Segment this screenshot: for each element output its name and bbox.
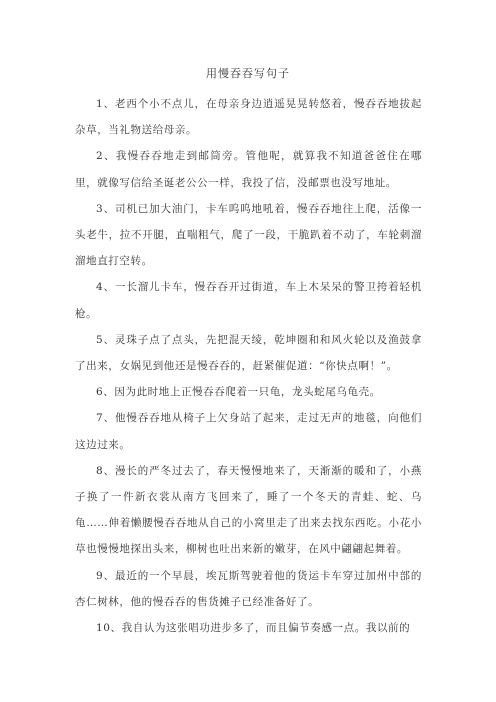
document-body: [75, 91, 422, 641]
paragraph: 5、灵珠子点了点头，先把混天绫，乾坤圈和和风火轮以及渔鼓拿了出来，女娲见到他还是慢吞吞的，赶紧催促道：“你快点啊！”。: [75, 333, 422, 373]
paragraph: 10、我自认为这张唱功进步多了，而且偏节奏感一点。我以前的: [96, 622, 411, 635]
paragraph: 4、一长溜儿卡车，慢吞吞开过街道，车上木呆呆的警卫挎着轻机枪。: [75, 281, 422, 320]
paragraph: 2、我慢吞吞地走到邮筒旁。管他呢，就算我不知道爸爸住在哪里，就像写信给圣诞老公公一样，我投了信，没邮票也没写地址。: [75, 150, 422, 189]
paragraph: 9、最近的一个早晨，埃瓦斯驾驶着他的货运卡车穿过加州中部的杏仁树林，他的慢吞吞的售货摊子已经准备好了。: [75, 569, 422, 608]
paragraph: 6、因为此时地上正慢吞吞爬着一只龟，龙头蛇尾乌龟壳。: [96, 386, 381, 399]
paragraph: 7、他慢吞吞地从椅子上欠身站了起来，走过无声的地毯，向他们这边过来。: [75, 412, 422, 451]
paragraph: 1、老西个小不点儿，在母亲身边逍遥晃晃转悠着，慢吞吞地拔起杂草，当礼物送给母亲。: [75, 98, 422, 137]
document-title: 用慢吞吞写句子: [206, 67, 290, 80]
paragraph: 3、司机已加大油门，卡车呜呜地吼着，慢吞吞地往上爬，活像一头老牛，拉不开腿，直喘粗气，爬了一段，干脆趴着不动了，车轮刺溜溜地直打空转。: [75, 202, 422, 268]
paragraph: 8、漫长的严冬过去了，春天慢慢地来了，天渐渐的暖和了，小燕子换了一件新衣裳从南方飞回来了，睡了一个冬天的青蛙、蛇、乌龟……伸着懒腰慢吞吞地从自己的小窝里走了出来去找东西吃。小花小草也慢慢地探出头来，柳树也吐出来新的嫩芽，在风中翩翩起舞着。: [75, 464, 422, 556]
